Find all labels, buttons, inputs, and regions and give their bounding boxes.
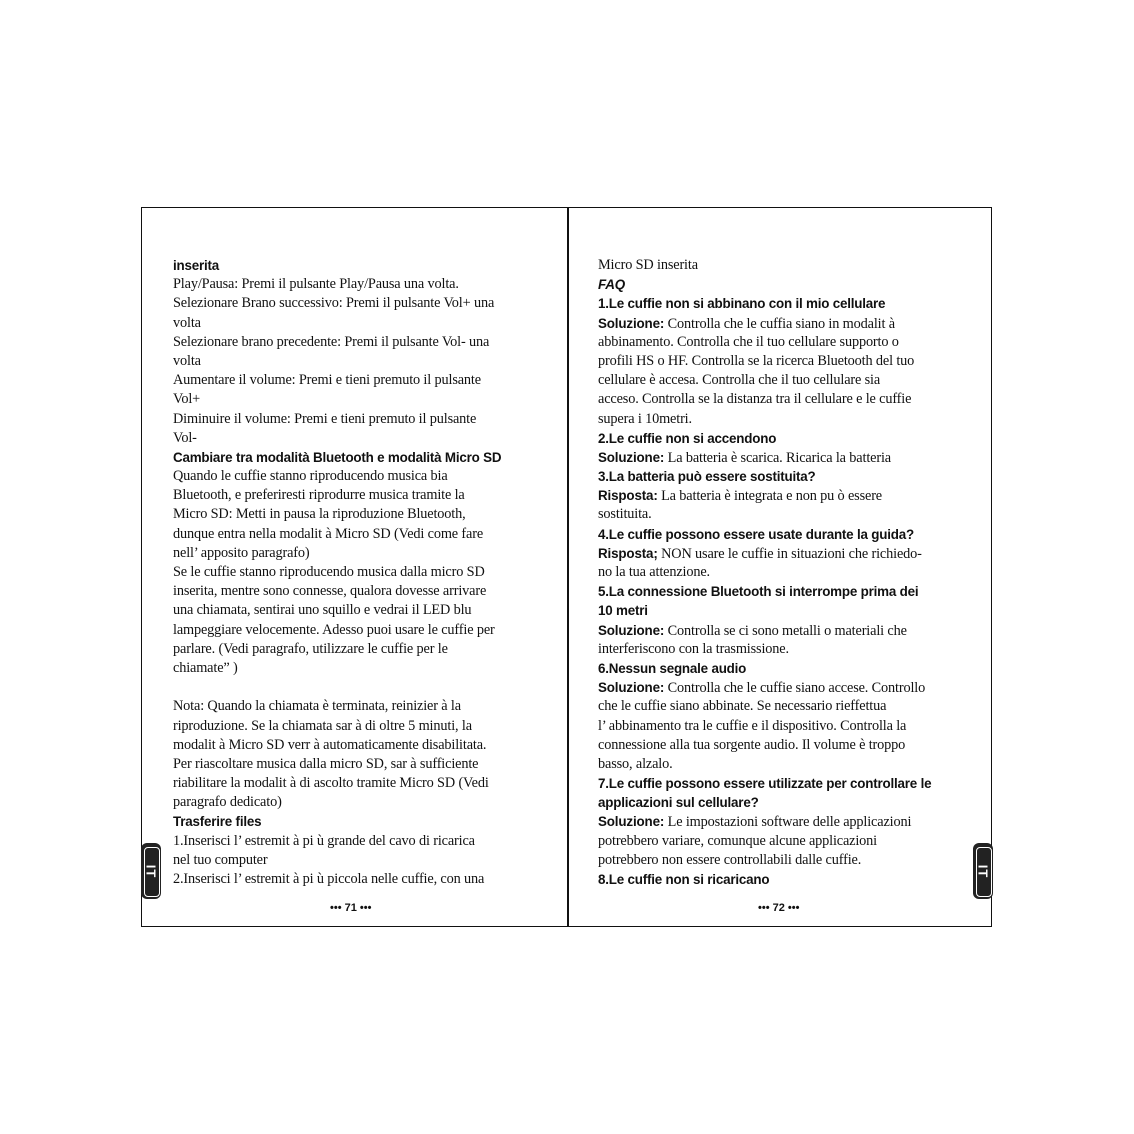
- section-heading: 6.Nessun segnale audio: [598, 660, 747, 676]
- language-tab-label: IT: [975, 864, 991, 878]
- text-line: 2.Inserisci l’ estremit à pi ù piccola nelle cuffie, con una: [173, 871, 485, 887]
- text-line: sostituita.: [598, 506, 652, 523]
- answer-label: Soluzione:: [598, 622, 665, 638]
- text-line: Play/Pausa: Premi il pulsante Play/Pausa una volta.: [173, 276, 459, 293]
- text-line: [598, 621, 958, 640]
- text-line: lampeggiare velocemente. Adesso puoi usare le cuffie per: [173, 621, 495, 638]
- answer-label: Risposta;: [598, 545, 658, 561]
- text-line: connessione alla tua sorgente audio. Il volume è troppo: [598, 736, 906, 753]
- language-tab-left: [141, 843, 161, 899]
- text-line: 1.Inserisci l’ estremit à pi ù grande del cavo di ricarica: [173, 832, 475, 849]
- text-line: Quando le cuffie stanno riproducendo musica bia: [173, 468, 448, 485]
- text-line: l’ abbinamento tra le cuffie e il dispositivo. Controlla la: [598, 717, 907, 734]
- text-line: [598, 314, 958, 333]
- text-line: Vol-: [173, 429, 197, 446]
- page-number-left: ••• 71 •••: [330, 902, 372, 914]
- section-heading: 2.Le cuffie non si accendono: [598, 430, 777, 446]
- answer-text: Controlla che le cuffia siano in modalit à: [664, 315, 895, 332]
- section-heading: 3.La batteria può essere sostituita?: [598, 469, 816, 485]
- text-line: chiamate” ): [173, 659, 238, 676]
- text-line: riproduzione. Se la chiamata sar à di oltre 5 minuti, la: [173, 717, 472, 734]
- page-gutter-divider: [567, 208, 569, 926]
- text-line: Micro SD: Metti in pausa la riproduzione Bluetooth,: [173, 506, 466, 523]
- language-tab-label: IT: [143, 864, 159, 878]
- text-line: potrebbero variare, comunque alcune applicazioni: [598, 832, 878, 849]
- answer-label: Soluzione:: [598, 315, 665, 331]
- text-line: nel tuo computer: [173, 851, 268, 868]
- section-heading: FAQ: [598, 277, 626, 293]
- text-line: parlare. (Vedi paragrafo, utilizzare le cuffie per le: [173, 640, 448, 657]
- text-line: che le cuffie siano abbinate. Se necessario rieffettua: [598, 698, 887, 715]
- section-heading: applicazioni sul cellulare?: [598, 795, 759, 811]
- answer-text: Le impostazioni software delle applicazioni: [664, 814, 912, 831]
- answer-label: Soluzione:: [598, 680, 665, 696]
- text-line: interferiscono con la trasmissione.: [598, 640, 789, 657]
- section-heading: 1.Le cuffie non si abbinano con il mio cellulare: [598, 296, 886, 312]
- text-line: cellulare è accesa. Controlla che il tuo cellulare sia: [598, 372, 881, 389]
- text-line: Selezionare Brano successivo: Premi il pulsante Vol+ una: [173, 295, 495, 312]
- text-line: Nota: Quando la chiamata è terminata, reinizier à la: [173, 698, 461, 715]
- text-line: supera i 10metri.: [598, 410, 692, 427]
- section-heading: 8.Le cuffie non si ricaricano: [598, 872, 770, 887]
- text-line: dunque entra nella modalit à Micro SD (Vedi come fare: [173, 525, 484, 542]
- text-line: paragrafo dedicato): [173, 794, 282, 811]
- text-line: volta: [173, 352, 201, 369]
- text-line: Micro SD inserita: [598, 257, 698, 273]
- text-line: Vol+: [173, 391, 201, 408]
- text-line: Per riascoltare musica dalla micro SD, sar à sufficiente: [173, 755, 479, 772]
- text-line: Aumentare il volume: Premi e tieni premuto il pulsante: [173, 372, 481, 389]
- text-line: abbinamento. Controlla che il tuo cellulare supporto o: [598, 333, 899, 350]
- text-line: [598, 812, 958, 831]
- page-72: [598, 256, 958, 889]
- text-line: basso, alzalo.: [598, 755, 673, 772]
- text-line: Selezionare brano precedente: Premi il pulsante Vol- una: [173, 333, 490, 350]
- answer-label: Soluzione:: [598, 814, 665, 830]
- text-line: potrebbero non essere controllabili dalle cuffie.: [598, 851, 862, 868]
- book-spread: [141, 207, 992, 927]
- section-heading: 7.Le cuffie possono essere utilizzate per controllare le: [598, 776, 932, 792]
- answer-text: Controlla che le cuffie siano accese. Controllo: [664, 680, 926, 697]
- text-line: [598, 544, 958, 563]
- text-line: riabilitare la modalit à di ascolto tramite Micro SD (Vedi: [173, 775, 489, 792]
- answer-label: Soluzione:: [598, 449, 665, 465]
- answer-text: Controlla se ci sono metalli o materiali che: [664, 622, 907, 639]
- text-line: volta: [173, 314, 201, 331]
- page-number-right: ••• 72 •••: [758, 902, 800, 914]
- text-line: una chiamata, sentirai uno squillo e vedrai il LED blu: [173, 602, 472, 619]
- section-heading: Cambiare tra modalità Bluetooth e modalità Micro SD: [173, 449, 502, 465]
- answer-text: La batteria è scarica. Ricarica la batteria: [664, 449, 891, 466]
- section-heading: Trasferire files: [173, 814, 262, 830]
- text-line: [173, 678, 535, 697]
- page-71: [173, 256, 535, 889]
- text-line: modalit à Micro SD verr à automaticamente disabilitata.: [173, 736, 487, 753]
- text-line: no la tua attenzione.: [598, 564, 710, 580]
- section-heading: inserita: [173, 258, 220, 273]
- text-line: Se le cuffie stanno riproducendo musica dalla micro SD: [173, 564, 485, 580]
- text-line: [598, 486, 958, 505]
- text-line: profili HS o HF. Controlla se la ricerca Bluetooth del tuo: [598, 352, 915, 369]
- text-line: acceso. Controlla se la distanza tra il cellulare e le cuffie: [598, 391, 912, 408]
- section-heading: 4.Le cuffie possono essere usate durante la guida?: [598, 526, 914, 542]
- answer-text: NON usare le cuffie in situazioni che richiedo-: [657, 545, 922, 562]
- text-line: nell’ apposito paragrafo): [173, 544, 310, 561]
- language-tab-right: [973, 843, 993, 899]
- text-line: [598, 448, 958, 467]
- text-line: Bluetooth, e preferiresti riprodurre musica tramite la: [173, 487, 465, 504]
- answer-text: La batteria è integrata e non pu ò essere: [657, 488, 883, 505]
- text-line: inserita, mentre sono connesse, qualora dovesse arrivare: [173, 583, 487, 600]
- text-line: Diminuire il volume: Premi e tieni premuto il pulsante: [173, 410, 477, 427]
- answer-label: Risposta:: [598, 488, 658, 504]
- section-heading: 10 metri: [598, 603, 648, 619]
- section-heading: 5.La connessione Bluetooth si interrompe prima dei: [598, 584, 919, 600]
- text-line: [598, 678, 958, 697]
